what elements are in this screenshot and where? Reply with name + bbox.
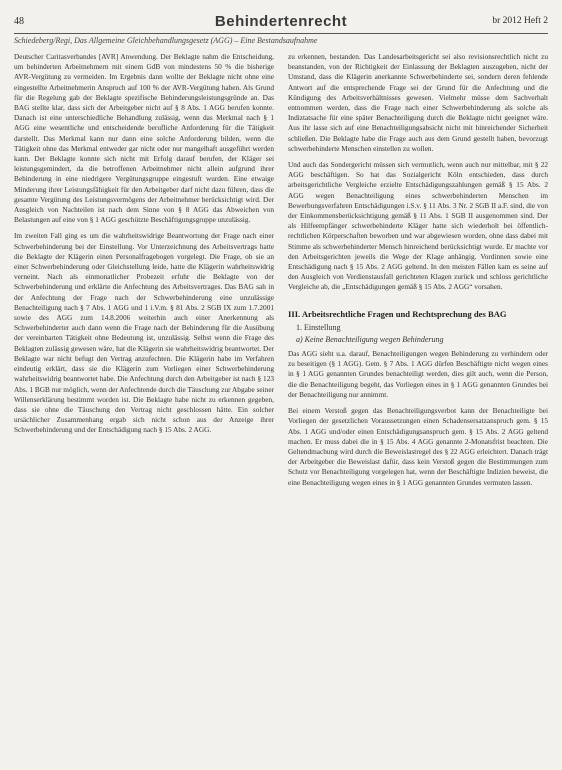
left-column — [14, 52, 274, 442]
journal-title: Behindertenrecht — [214, 13, 348, 30]
page-number: 48 — [14, 16, 24, 27]
spacer — [288, 299, 548, 309]
paragraph: zu erkennen, bestanden. Das Landesarbeitsgericht sei also revisionsrechtlich nicht zu beanstanden, von der Richtigkeit der Einlassung der Beklagten auszugehen, nicht der Umstand, dass die Klägerin anerkannte Schwerbehinderte sei, sondern deren fehlende Antwort auf die entsprechende Frage sei der Grund für die Anfechtung und die Kündigung des Arbeitsverhältnisses gewesen. Vielmehr müsse dem Sachverhalt entnommen werden, dass die Frage nach einer Schwerbehinderung als solche als Indiztatsache für eine später Benachteiligung durch die Beklagte nicht geeignet wäre. Aus ihr lasse sich auf eine Benachteiligungsabsicht nicht mit hinreichender Sicherheit schließen. Die Beklagte habe die Frage auch aus dem Grund gestellt haben, bevorzugt schwerbehinderte Menschen einstellen zu wollen. — [288, 52, 548, 153]
article-subtitle: Schiedeberg/Regi, Das Allgemeine Gleichbehandlungsgesetz (AGG) – Eine Bestandsaufnahme — [14, 36, 318, 45]
paragraph: Im zweiten Fall ging es um die wahrheitswidrige Beantwortung der Frage nach einer Schwerbehinderung bei der Einstellung. Vor Unterzeichnung des Arbeitsvertrags hatte die Beklagte der Klägerin einen Personalfragebogen vorgelegt. Die Frage, ob sie an einer Schwerbehinderung oder Gleichstellung leide, hatte die Klägerin wahrheitswidrig verneint. Nach als einmonatlicher Probezeit erfuhr die Beklagte von der Schwerbehinderung und erklärte die Anfechtung des Arbeitsvertrages. Das BAG sah in der Anfechtung der Frage nach der Schwerbehinderung eine unzulässige Benachteiligung nach § 7 Abs. 1 AGG und 1 i.V.m. § 81 Abs. 2 SGB IX zum 1.7.2001 sowie des AGG zum 14.8.2006 weiterhin auch einer Anerkennung als Schwerbehinderter auch dann wenn die Frage nach der Behinderung für die Ausübung der vereinbarten Tätigkeit ohne Bedeutung ist, unzulässig. Selbst wenn die Frage des Beklagten zulässig gewesen wäre, hat die Klägerin sie wahrheitswidrig beantwortet. Der Beklagte war nicht befugt den Vertrag anzufechten. Die Klägerin habe im Verfahren eindeutig erklärt, dass sie die Klägerin zum Vorliegen einer Schwerbehinderung wahrheitswidrig beantwortet habe. Die Anfechtung durch den Arbeitgeber ist nach § 123 Abs. 1 BGB nur möglich, wenn der Anfechtende durch die Täuschung zur Abgabe seiner Willenserklärung bestimmt worden ist. Die Beklagte habe nicht zu erkennen gegeben, dass sie ohne die Täuschung den Vertrag nicht geschlossen hätte. Ein solcher ursächlicher Zusammenhang ergab sich nicht schon aus der Anzeige ihrer Schwerbehinderung und der Entschädigung nach § 15 Abs. 2 AGG. — [14, 231, 274, 435]
subsection-heading: 1. Einstellung — [296, 322, 341, 332]
section-heading: III. Arbeitsrechtliche Fragen und Rechtsprechung des BAG — [288, 308, 507, 319]
issue-label: br 2012 Heft 2 — [492, 16, 548, 26]
subsubsection-heading: a) Keine Benachteiligung wegen Behinderung — [296, 334, 444, 344]
header-rule — [14, 33, 548, 34]
paragraph: Das AGG sieht u.a. darauf, Benachteiligungen wegen Behinderung zu verhindern oder zu beseitigen (§ 1 AGG). Gem. § 7 Abs. 1 AGG dürfen Beschäftigte nicht wegen eines in § 1 AGG genannten Grundes benachteiligt werden, dies gilt auch, wenn die Person, die die Benachteiligung begeht, das Vorliegen eines in § 1 AGG genannten Grundes bei der Benachteiligung nur annimmt. — [288, 349, 548, 399]
paragraph: Bei einem Verstoß gegen das Benachteiligungsverbot kann der Benachteiligte bei Vorliegen der gesetzlichen Voraussetzungen einen Schadensersatzanspruch gem. § 15 Abs. 1 AGG und/oder einen Entschädigungsanspruch gem. § 15 Abs. 2 AGG geltend machen. Er muss dabei die in § 15 Abs. 4 AGG genannte 2-Monatsfrist beachten. Die Geltendmachung wird durch die Beweislastregel des § 22 AGG erleichtert. Danach trägt der Arbeitgeber die Beweislast dafür, dass kein Verstoß gegen die Bestimmungen zum Schutz vor Benachteiligung vorgelegen hat, wenn der Beschäftigte Indizien beweist, die eine Benachteiligung wegen eines in § 1 AGG genannten Grundes vermuten lassen. — [288, 406, 548, 487]
paragraph: Deutscher Caritasverbandes [AVR] Anwendung. Der Beklagte nahm die Entscheidung, um behinderten Arbeitnehmern mit einem GdB von mindestens 50 % die bisherige AVR-Vergütung zu vermeiden. Im Ergebnis dann wollte der Beklagte nicht ohne eine eingestellte Arbeitnehmerin Anspruch auf 100 % der AVR-Vergütung haben. Als Grund für die Regelung gab der Beklagte spezifische Behinderungsleistungsgründe an. Das BAG stellte klar, dass sich der Arbeitgeber nicht auf § 8 Abs. 1 AGG berufen konnte. Danach ist eine unterschiedliche Behandlung zulässig, wenn das Merkmal nach § 1 AGG eine wesentliche und entscheidende berufliche Anforderung für die Tätigkeit darstellt. Das Merkmal kann nur dann eine solche Anforderung bilden, wenn die Tätigkeit ohne das Merkmal entweder gar nicht oder nur mangelhaft ausgeführt werden kann. Der Beklagte konnte sich nicht mit Erfolg darauf berufen, der Kläger sei leistungsgemindert, da die betroffenen Arbeitnehmer nicht allein aufgrund ihrer Behinderung in eine niedrigere Vergütungsgruppe eingestuft wurden. Eine etwaige Minderung ihrer Leistungsfähigkeit für den Arbeitgeber darf nicht dazu führen, dass die gesamte Vergütung des Leistungsvermögens der Arbeitnehmer berücksichtigt wird. Der Ausgleich von Nachteilen ist nach dem Sinne von § 8 AGG das Abweichen von Belastungen auf eine von § 1 AGG geschützte Beschäftigungsgruppe unzulässig. — [14, 52, 274, 225]
right-column — [288, 52, 548, 494]
page-header — [14, 13, 548, 30]
paragraph: Und auch das Sondergericht müssen sich vermutlich, wenn auch nur mittelbar, mit § 22 AGG beschäftigen. So hat das Sozialgericht Köln entschieden, dass durch arbeitsgerichtliche Vergleiche erzielte Entschädigungszahlungen gemäß § 15 Abs. 2 AGG wegen Benachteiligung eines schwerbehinderten Menschen im Bewerbungsverfahren Entschädigungen i.S.v. § 11 Abs. 3 Nr. 2 SGB II a.F. sind, die von der Einkommensberücksichtigung gemäß § 11 Abs. 1 SGB II ausgenommen sind. Der als Hilfeempfänger schwerbehinderte Kläger hatte sich wiederholt bei öffentlich-rechtlichen Körperschaften beworben und war abgewiesen worden, ohne dass dabei mit Stimme als schwerbehinderter Mensch hinreichend berücksichtigt wurde. Er machte vor den Arbeitsgerichten jeweils die Wege der Klage anhängig. Vordinnen sowie eine Entschädigung nach § 15 Abs. 2 AGG geltend. In den meisten Fällen kam es seine auf den Ausgleich von Verdienstausfall gerichteten Klagen zurück und schloss gerichtliche Vergleiche ab, die „Entschädigungen gemäß § 15 Abs. 2 AGG“ vorsahen. — [288, 160, 548, 292]
